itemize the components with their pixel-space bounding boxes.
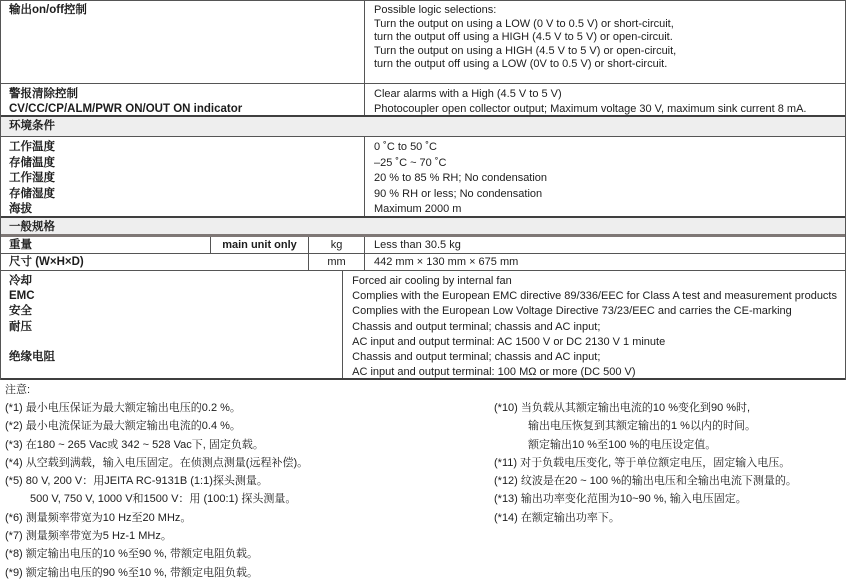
- alarm-clear-label: 警报清除控制: [9, 88, 78, 100]
- row-dimensions: [1, 254, 845, 271]
- spec-line: AC input and output terminal: 100 MΩ or more (DC 500 V): [352, 366, 636, 379]
- spec-line: Clear alarms with a High (4.5 V to 5 V): [374, 88, 562, 100]
- spec-line: 20 % to 85 % RH; No condensation: [374, 172, 548, 185]
- cooling-label: 冷却: [9, 275, 32, 287]
- safety-label: 安全: [9, 305, 32, 318]
- note-line-2: (*2) 最小电流保证为最大额定输出电流的0.4 %。: [5, 420, 241, 433]
- section-general-specs-title: 一般规格: [1, 218, 845, 234]
- output-control-label-cell: [1, 1, 364, 83]
- note-line-11: (*11) 对于负载电压变化, 等于单位额定电压，固定输入电压。: [494, 456, 791, 469]
- note-line-7: (*7) 测量频率带宽为5 Hz-1 MHz。: [5, 530, 172, 543]
- output-control-label: 输出on/off控制: [9, 4, 87, 16]
- spec-line: –25 ˚C ~ 70 ˚C: [374, 156, 447, 169]
- row-alarm-indicator: [1, 84, 845, 117]
- spec-line: Chassis and output terminal; chassis and AC input;: [352, 320, 601, 333]
- spacer-line: [9, 365, 336, 380]
- spec-line: AC input and output terminal: AC 1500 V or DC 2130 V 1 minute: [352, 335, 666, 348]
- notes-right-column: [494, 399, 797, 527]
- note-line-5-continued: 500 V, 750 V, 1000 V和1500 V：用 (100:1) 探头测量。: [30, 493, 297, 506]
- altitude-label: 海拔: [9, 203, 32, 216]
- operating-temp-label: 工作温度: [9, 141, 55, 153]
- storage-humidity-label: 存储湿度: [9, 187, 55, 200]
- note-line-14: (*14) 在额定输出功率下。: [494, 511, 620, 524]
- dimensions-unit: mm: [308, 254, 364, 270]
- row-output-control: [1, 1, 845, 84]
- weight-label: 重量: [9, 239, 32, 251]
- environment-value-cell: [364, 137, 845, 216]
- dimensions-label: 尺寸 (W×H×D): [9, 256, 84, 268]
- note-line-10-continued: 额定输出10 %至100 %的电压设定值。: [528, 438, 717, 451]
- note-line-10-continued: 输出电压恢复到其额定输出的1 %以内的时间。: [528, 420, 756, 433]
- row-weight: [1, 237, 845, 254]
- notes-left-column: [5, 381, 308, 582]
- weight-condition: main unit only: [210, 237, 308, 253]
- spec-line: Turn the output on using a LOW (0 V to 0.5 V) or short-circuit,: [374, 17, 674, 30]
- note-line-5: (*5) 80 V, 200 V：用JEITA RC-9131B (1:1)探头测量。: [5, 475, 268, 488]
- weight-unit: kg: [308, 237, 364, 253]
- indicator-label: CV/CC/CP/ALM/PWR ON/OUT ON indicator: [9, 103, 243, 115]
- insulation-resistance-label: 绝缘电阻: [9, 350, 55, 363]
- section-general-specs: [1, 218, 845, 237]
- note-line-6: (*6) 测量频率带宽为10 Hz至20 MHz。: [5, 511, 192, 524]
- spec-line: Complies with the European EMC directive 89/336/EEC for Class A test and measurement products: [352, 290, 837, 303]
- spec-line: Maximum 2000 m: [374, 203, 462, 216]
- spec-line: Chassis and output terminal; chassis and AC input;: [352, 350, 601, 363]
- spec-line: 90 % RH or less; No condensation: [374, 187, 543, 200]
- spec-line: Possible logic selections:: [374, 4, 497, 16]
- alarm-value-cell: [364, 84, 845, 115]
- operating-humidity-label: 工作湿度: [9, 172, 55, 185]
- note-line-9: (*9) 额定输出电压的90 %至10 %, 带额定电阻负载。: [5, 566, 259, 579]
- note-line-4: (*4) 从空载到满载，输入电压固定。在侦测点测量(远程补偿)。: [5, 456, 309, 469]
- alarm-label-cell: [1, 84, 364, 115]
- row-general: [1, 271, 845, 380]
- note-line-10: (*10) 当负载从其额定输出电流的10 %变化到90 %时,: [494, 402, 751, 414]
- spacer-line: [9, 335, 336, 350]
- storage-temp-label: 存储温度: [9, 156, 55, 169]
- spec-line: Forced air cooling by internal fan: [352, 275, 512, 287]
- dimensions-value: 442 mm × 130 mm × 675 mm: [364, 254, 845, 270]
- withstand-voltage-label: 耐压: [9, 320, 32, 333]
- emc-label: EMC: [9, 290, 35, 303]
- environment-label-cell: [1, 137, 364, 216]
- general-label-cell: [1, 271, 342, 378]
- weight-value: Less than 30.5 kg: [364, 237, 845, 253]
- note-line-13: (*13) 输出功率变化范围为10~90 %, 输入电压固定。: [494, 493, 747, 506]
- spec-line: turn the output off using a LOW (0V to 0.5 V) or short-circuit.: [374, 58, 668, 71]
- spec-line: 0 ˚C to 50 ˚C: [374, 141, 437, 153]
- note-line-3: (*3) 在180 ~ 265 Vac或 342 ~ 528 Vac下, 固定负载。: [5, 438, 264, 451]
- notes-title: 注意:: [5, 384, 31, 396]
- note-line-12: (*12) 纹波是在20 ~ 100 %的输出电压和全输出电流下测量的。: [494, 475, 797, 488]
- note-line-8: (*8) 额定输出电压的10 %至90 %, 带额定电阻负载。: [5, 548, 259, 561]
- spec-line: Turn the output on using a HIGH (4.5 V to 5 V) or open-circuit,: [374, 44, 677, 57]
- spec-line: turn the output off using a HIGH (4.5 V to 5 V) or open-circuit.: [374, 31, 673, 44]
- row-environment: [1, 137, 845, 218]
- output-control-value-cell: [364, 1, 845, 83]
- section-environment: [1, 117, 845, 137]
- section-environment-title: 环境条件: [1, 117, 845, 136]
- note-line-1: (*1) 最小电压保证为最大额定输出电压的0.2 %。: [5, 402, 241, 414]
- spec-line: Complies with the European Low Voltage Directive 73/23/EEC and carries the CE-marking: [352, 305, 792, 318]
- general-value-cell: [342, 271, 845, 378]
- spec-line: Photocoupler open collector output; Maximum voltage 30 V, maximum sink current 8 mA.: [374, 103, 807, 115]
